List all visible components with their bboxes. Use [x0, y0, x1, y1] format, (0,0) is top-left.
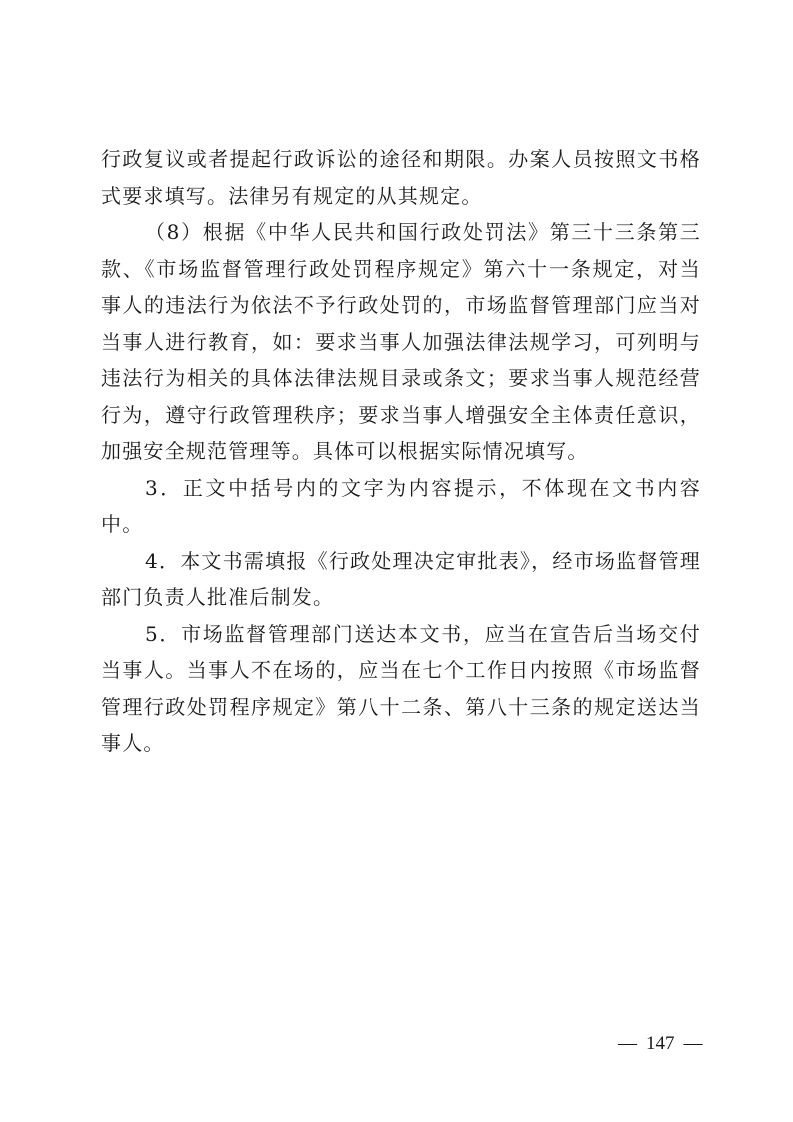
paragraph-note-4: 4．本文书需填报《行政处理决定审批表》，经市场监督管理部门负责人批准后制发。	[101, 548, 701, 609]
paragraph-item-8: （8）根据《中华人民共和国行政处罚法》第三十三条第三款、《市场监督管理行政处罚程序规定》第六十一条规定，对当事人的违法行为依法不予行政处罚的，市场监督管理部门应当对当事人进行教育，如：要求当事人加强法律法规学习，可列明与违法行为相关的具体法律法规目录或条文；要求当事人规范经营行为，遵守行政管理秩序；要求当事人增强安全主体责任意识，加强安全规范管理等。具体可以根据实际情况填写。	[101, 220, 701, 463]
footer-dash-right: —	[683, 1033, 703, 1054]
page-footer	[618, 1033, 703, 1055]
page-number: 147	[646, 1033, 675, 1054]
paragraph-note-5: 5．市场监督管理部门送达本文书，应当在宣告后当场交付当事人。当事人不在场的，应当在七个工作日内按照《市场监督管理行政处罚程序规定》第八十二条、第八十三条的规定送达当事人。	[101, 621, 701, 755]
paragraph-continuation: 行政复议或者提起行政诉讼的途径和期限。办案人员按照文书格式要求填写。法律另有规定的从其规定。	[101, 147, 701, 208]
footer-dash-left: —	[618, 1033, 637, 1054]
document-body	[101, 141, 701, 762]
paragraph-note-3: 3．正文中括号内的文字为内容提示，不体现在文书内容中。	[101, 475, 701, 536]
